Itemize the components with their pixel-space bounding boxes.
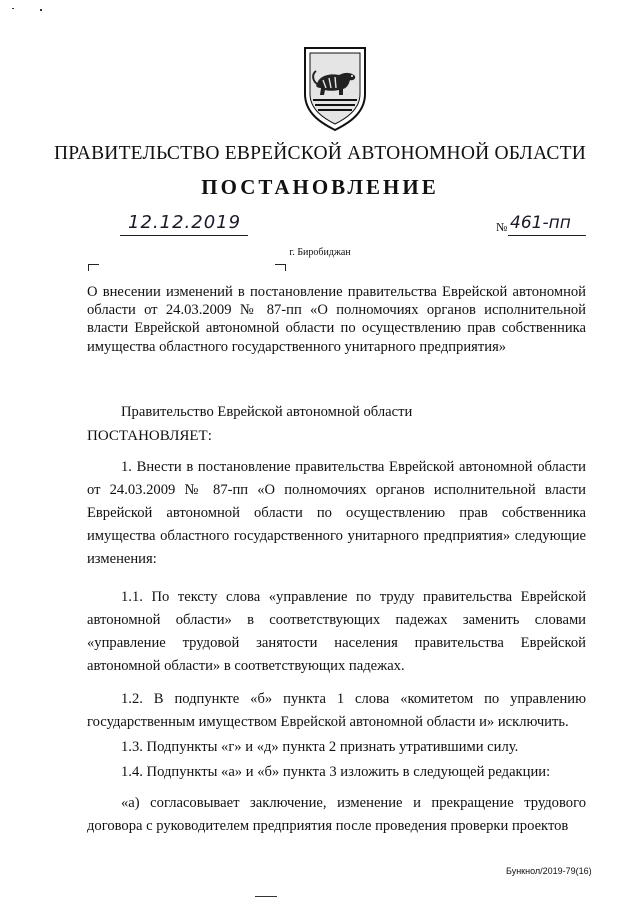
- document-type: ПОСТАНОВЛЕНИЕ: [201, 175, 439, 199]
- document-date: 12.12.2019: [128, 212, 242, 233]
- paragraph-1-2: 1.2. В подпункте «б» пункта 1 слова «комитетом по управлению государственным имуществом Еврейской автономной области и» исключить.: [87, 691, 586, 730]
- paragraph-1-4: 1.4. Подпункты «а» и «б» пункта 3 изложить в следующей редакции:: [121, 764, 551, 780]
- number-underline: [508, 235, 586, 236]
- decree-word: ПОСТАНОВЛЯЕТ:: [87, 428, 212, 444]
- date-underline: [120, 235, 248, 236]
- coat-of-arms-icon: [299, 42, 371, 132]
- city: г. Биробиджан: [289, 247, 351, 258]
- document-number: 461-пп: [510, 213, 571, 233]
- government-title: ПРАВИТЕЛЬСТВО ЕВРЕЙСКОЙ АВТОНОМНОЙ ОБЛАСТИ: [53, 143, 587, 164]
- number-label: №: [496, 220, 508, 234]
- paragraph-1-1: 1.1. По тексту слова «управление по труду правительства Еврейской автономной области» в соответствующих падежах заменить словами «управление трудовой занятости населения правительства Еврейской автономной области» в соответствующих падежах.: [87, 589, 586, 674]
- document-subject: О внесении изменений в постановление правительства Еврейской автономной области от 24.03.2009 № 87-пп «О полномочиях органов исполнительной власти Еврейской автономной области по осуществлению прав собственника имущества областного государственного унитарного предприятия»: [87, 284, 586, 355]
- scan-speck: [12, 8, 14, 9]
- footer-code: Бункнол/2019-79(16): [506, 866, 592, 876]
- subject-corner-left: [88, 264, 99, 271]
- paragraph-1: 1. Внести в постановление правительства Еврейской автономной области от 24.03.2009 № 87-пп «О полномочиях органов исполнительной власти Еврейской автономной области по осуществлению прав собственника имущества областного государственного унитарного предприятия» следующие изменения:: [87, 459, 586, 567]
- subject-corner-right: [275, 264, 286, 271]
- preamble: Правительство Еврейской автономной области: [121, 404, 413, 420]
- paragraph-1-3: 1.3. Подпункты «г» и «д» пункта 2 признать утратившими силу.: [121, 739, 519, 755]
- scan-speck: [255, 896, 277, 897]
- scan-speck: [40, 9, 42, 11]
- paragraph-a: «а) согласовывает заключение, изменение и прекращение трудового договора с руководителем предприятия после проведения проверки проектов: [87, 795, 586, 834]
